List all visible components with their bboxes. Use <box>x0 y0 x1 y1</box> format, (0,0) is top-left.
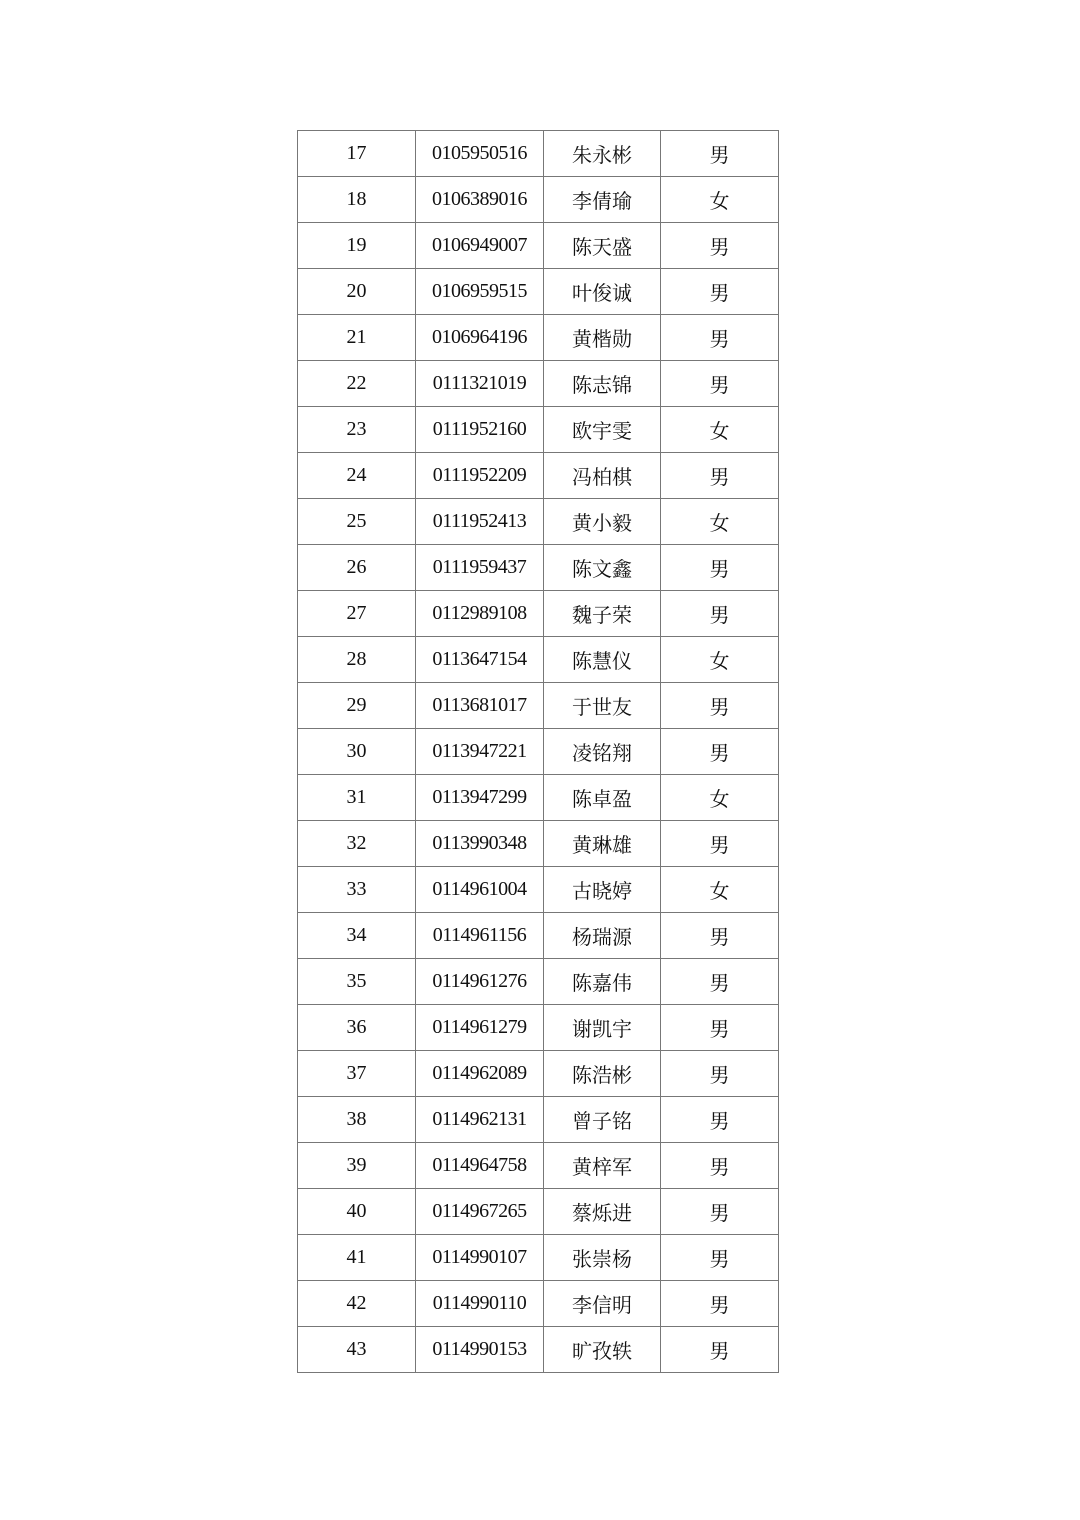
student-name: 旷孜轶 <box>544 1327 661 1373</box>
student-name: 杨瑞源 <box>544 913 661 959</box>
student-gender: 女 <box>661 867 779 913</box>
row-number: 32 <box>298 821 416 867</box>
student-id: 0114962131 <box>416 1097 544 1143</box>
student-gender: 男 <box>661 453 779 499</box>
student-name: 陈慧仪 <box>544 637 661 683</box>
student-gender: 女 <box>661 407 779 453</box>
student-gender: 男 <box>661 1281 779 1327</box>
student-name: 黄小毅 <box>544 499 661 545</box>
student-id: 0106959515 <box>416 269 544 315</box>
student-gender: 男 <box>661 1235 779 1281</box>
student-name: 谢凯宇 <box>544 1005 661 1051</box>
student-id: 0111952160 <box>416 407 544 453</box>
student-name: 黄梓军 <box>544 1143 661 1189</box>
student-gender: 男 <box>661 315 779 361</box>
student-name: 欧宇雯 <box>544 407 661 453</box>
student-gender: 男 <box>661 1097 779 1143</box>
student-gender: 男 <box>661 361 779 407</box>
row-number: 40 <box>298 1189 416 1235</box>
table-row <box>298 269 779 315</box>
student-id: 0113990348 <box>416 821 544 867</box>
student-gender: 男 <box>661 913 779 959</box>
student-name: 张崇杨 <box>544 1235 661 1281</box>
row-number: 28 <box>298 637 416 683</box>
student-name: 黄琳雄 <box>544 821 661 867</box>
table-row <box>298 729 779 775</box>
table-row <box>298 913 779 959</box>
table-row <box>298 867 779 913</box>
student-list-table <box>297 130 779 1373</box>
row-number: 20 <box>298 269 416 315</box>
student-id: 0114964758 <box>416 1143 544 1189</box>
row-number: 36 <box>298 1005 416 1051</box>
table-row <box>298 499 779 545</box>
row-number: 26 <box>298 545 416 591</box>
table-row <box>298 637 779 683</box>
table-row <box>298 1005 779 1051</box>
student-gender: 男 <box>661 131 779 177</box>
student-gender: 男 <box>661 591 779 637</box>
student-gender: 男 <box>661 729 779 775</box>
student-id: 0111959437 <box>416 545 544 591</box>
table-row <box>298 177 779 223</box>
student-id: 0114961004 <box>416 867 544 913</box>
student-id: 0113947221 <box>416 729 544 775</box>
student-name: 魏子荣 <box>544 591 661 637</box>
student-name: 于世友 <box>544 683 661 729</box>
table-row <box>298 545 779 591</box>
student-id: 0114961156 <box>416 913 544 959</box>
student-name: 凌铭翔 <box>544 729 661 775</box>
student-id: 0114990153 <box>416 1327 544 1373</box>
table-row <box>298 407 779 453</box>
student-gender: 男 <box>661 959 779 1005</box>
student-name: 陈文鑫 <box>544 545 661 591</box>
student-gender: 男 <box>661 223 779 269</box>
table-row <box>298 1327 779 1373</box>
table-row <box>298 453 779 499</box>
student-gender: 女 <box>661 499 779 545</box>
row-number: 21 <box>298 315 416 361</box>
student-id: 0113947299 <box>416 775 544 821</box>
student-gender: 男 <box>661 1051 779 1097</box>
student-name: 古晓婷 <box>544 867 661 913</box>
student-id: 0106964196 <box>416 315 544 361</box>
row-number: 17 <box>298 131 416 177</box>
student-gender: 男 <box>661 1327 779 1373</box>
table-row <box>298 1281 779 1327</box>
student-id: 0105950516 <box>416 131 544 177</box>
row-number: 30 <box>298 729 416 775</box>
table-row <box>298 361 779 407</box>
student-name: 陈浩彬 <box>544 1051 661 1097</box>
student-id: 0111952413 <box>416 499 544 545</box>
table-row <box>298 1189 779 1235</box>
student-gender: 女 <box>661 177 779 223</box>
student-id: 0112989108 <box>416 591 544 637</box>
row-number: 41 <box>298 1235 416 1281</box>
table-row <box>298 315 779 361</box>
student-id: 0111321019 <box>416 361 544 407</box>
student-name: 朱永彬 <box>544 131 661 177</box>
table-row <box>298 959 779 1005</box>
table-row <box>298 775 779 821</box>
student-gender: 男 <box>661 683 779 729</box>
student-name: 李倩瑜 <box>544 177 661 223</box>
student-id: 0111952209 <box>416 453 544 499</box>
student-name: 冯柏棋 <box>544 453 661 499</box>
row-number: 33 <box>298 867 416 913</box>
table-row <box>298 1097 779 1143</box>
student-id: 0114967265 <box>416 1189 544 1235</box>
student-gender: 男 <box>661 269 779 315</box>
row-number: 38 <box>298 1097 416 1143</box>
student-gender: 男 <box>661 1005 779 1051</box>
student-id: 0114961279 <box>416 1005 544 1051</box>
student-gender: 男 <box>661 821 779 867</box>
student-id: 0114990110 <box>416 1281 544 1327</box>
student-id: 0114962089 <box>416 1051 544 1097</box>
student-id: 0106389016 <box>416 177 544 223</box>
table-row <box>298 591 779 637</box>
student-id: 0106949007 <box>416 223 544 269</box>
student-name: 黄楷勋 <box>544 315 661 361</box>
student-gender: 女 <box>661 637 779 683</box>
student-name: 陈志锦 <box>544 361 661 407</box>
student-id: 0114990107 <box>416 1235 544 1281</box>
student-gender: 男 <box>661 1189 779 1235</box>
row-number: 29 <box>298 683 416 729</box>
student-name: 陈天盛 <box>544 223 661 269</box>
row-number: 22 <box>298 361 416 407</box>
student-id: 0114961276 <box>416 959 544 1005</box>
student-name: 曾子铭 <box>544 1097 661 1143</box>
row-number: 35 <box>298 959 416 1005</box>
student-name: 叶俊诚 <box>544 269 661 315</box>
student-id: 0113681017 <box>416 683 544 729</box>
table-row <box>298 1143 779 1189</box>
row-number: 19 <box>298 223 416 269</box>
table-row <box>298 131 779 177</box>
row-number: 25 <box>298 499 416 545</box>
student-gender: 男 <box>661 545 779 591</box>
row-number: 31 <box>298 775 416 821</box>
table-row <box>298 1235 779 1281</box>
row-number: 24 <box>298 453 416 499</box>
student-gender: 男 <box>661 1143 779 1189</box>
row-number: 27 <box>298 591 416 637</box>
student-name: 李信明 <box>544 1281 661 1327</box>
row-number: 23 <box>298 407 416 453</box>
student-name: 蔡烁进 <box>544 1189 661 1235</box>
row-number: 18 <box>298 177 416 223</box>
row-number: 43 <box>298 1327 416 1373</box>
table-row <box>298 683 779 729</box>
student-name: 陈嘉伟 <box>544 959 661 1005</box>
student-gender: 女 <box>661 775 779 821</box>
student-id: 0113647154 <box>416 637 544 683</box>
row-number: 37 <box>298 1051 416 1097</box>
student-name: 陈卓盈 <box>544 775 661 821</box>
table-body <box>298 131 779 1373</box>
table-row <box>298 223 779 269</box>
row-number: 42 <box>298 1281 416 1327</box>
row-number: 39 <box>298 1143 416 1189</box>
row-number: 34 <box>298 913 416 959</box>
table-row <box>298 821 779 867</box>
table-row <box>298 1051 779 1097</box>
